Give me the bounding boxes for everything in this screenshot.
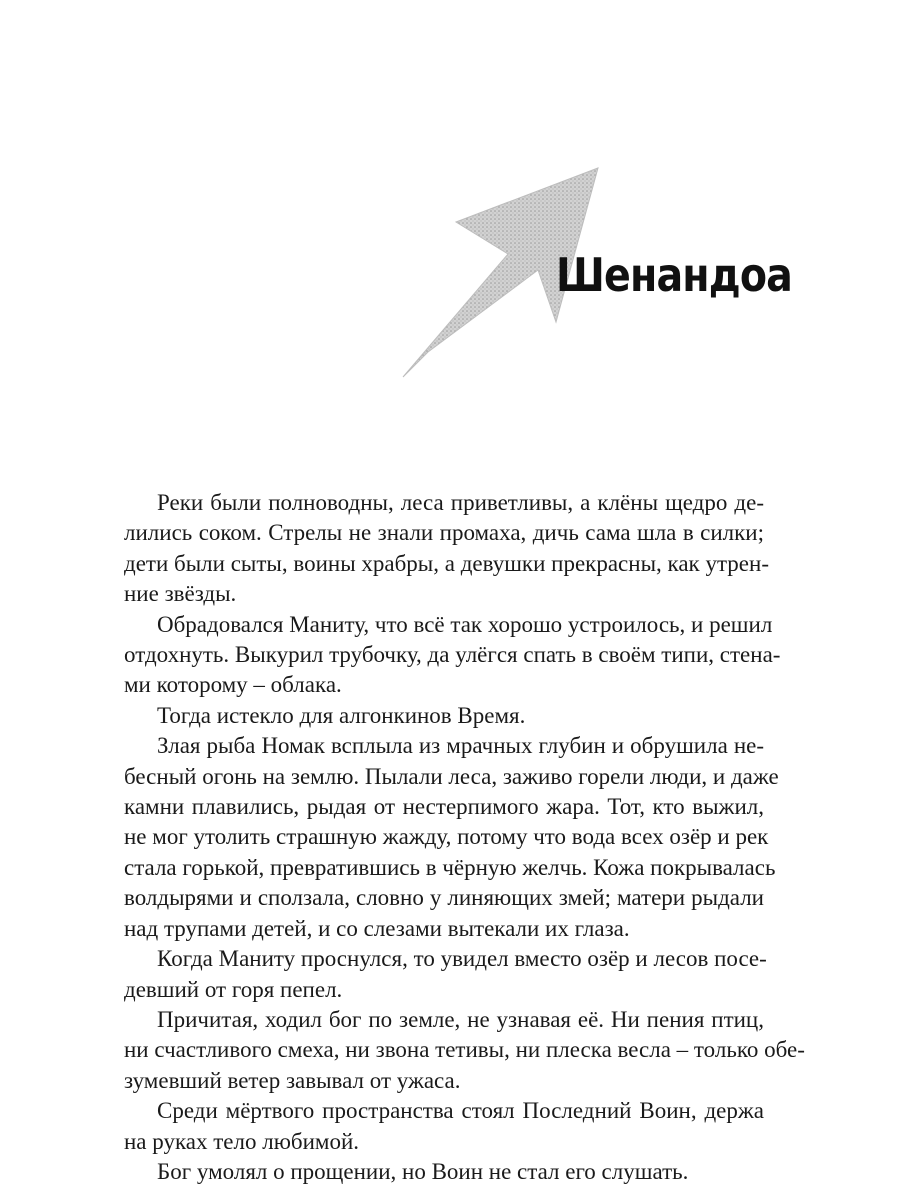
paragraph [124, 1157, 764, 1187]
text-line: Реки были полноводны, леса приветливы, а клёны щедро де- [157, 490, 764, 515]
text-line: стала горькой, превратившись в чёрную желчь. Кожа покрывалась [124, 854, 776, 880]
paragraph [124, 701, 764, 731]
paragraph [124, 944, 767, 1005]
text-line: Обрадовался Маниту, что всё так хорошо устроилось, и решил [157, 611, 773, 637]
text-line: бесный огонь на землю. Пылали леса, заживо горели люди, и даже [124, 763, 779, 789]
text-line: лились соком. Стрелы не знали промаха, дичь сама шла в силки; [124, 520, 764, 546]
paragraph [124, 1096, 764, 1157]
text-line: ни счастливого смеха, ни звона тетивы, ни плеска весла – только обе- [124, 1037, 805, 1063]
text-line: Когда Маниту проснулся, то увидел вместо озёр и лесов посе- [157, 946, 767, 972]
text-line: Причитая, ходил бог по земле, не узнавая её. Ни пения птиц, [157, 1006, 764, 1032]
text-line: ние звёзды. [124, 581, 237, 607]
text-line: дети были сыты, воины храбры, а девушки прекрасны, как утрен- [124, 550, 769, 576]
text-line: над трупами детей, и со слезами вытекали их глаза. [124, 915, 630, 941]
text-line: девший от горя пепел. [124, 976, 343, 1002]
text-line: Тогда истекло для алгонкинов Время. [157, 702, 526, 728]
text-line: отдохнуть. Выкурил трубочку, да улёгся спать в своём типи, стена- [124, 642, 781, 668]
paragraph [124, 610, 781, 701]
chapter-title: Шенандоа [556, 248, 793, 302]
paragraph [124, 731, 779, 944]
chapter-text [124, 488, 805, 1187]
text-line: Среди мёртвого пространства стоял Последний Воин, держа [157, 1098, 764, 1124]
paragraph [124, 1005, 805, 1096]
text-line: не мог утолить страшную жажду, потому что вода всех озёр и рек [124, 824, 769, 850]
text-line: Бог умолял о прощении, но Воин не стал его слушать. [157, 1158, 689, 1184]
text-line: на руках тело любимой. [124, 1128, 360, 1154]
text-line: Злая рыба Номак всплыла из мрачных глубин и обрушила не- [157, 733, 764, 759]
paragraph [124, 488, 769, 610]
text-line: ми которому – облака. [124, 672, 342, 698]
text-line: волдырями и сползала, словно у линяющих змей; матери рыдали [124, 885, 764, 911]
text-line: камни плавились, рыдая от нестерпимого жара. Тот, кто выжил, [124, 794, 764, 820]
text-line: зумевший ветер завывал от ужаса. [124, 1067, 461, 1093]
